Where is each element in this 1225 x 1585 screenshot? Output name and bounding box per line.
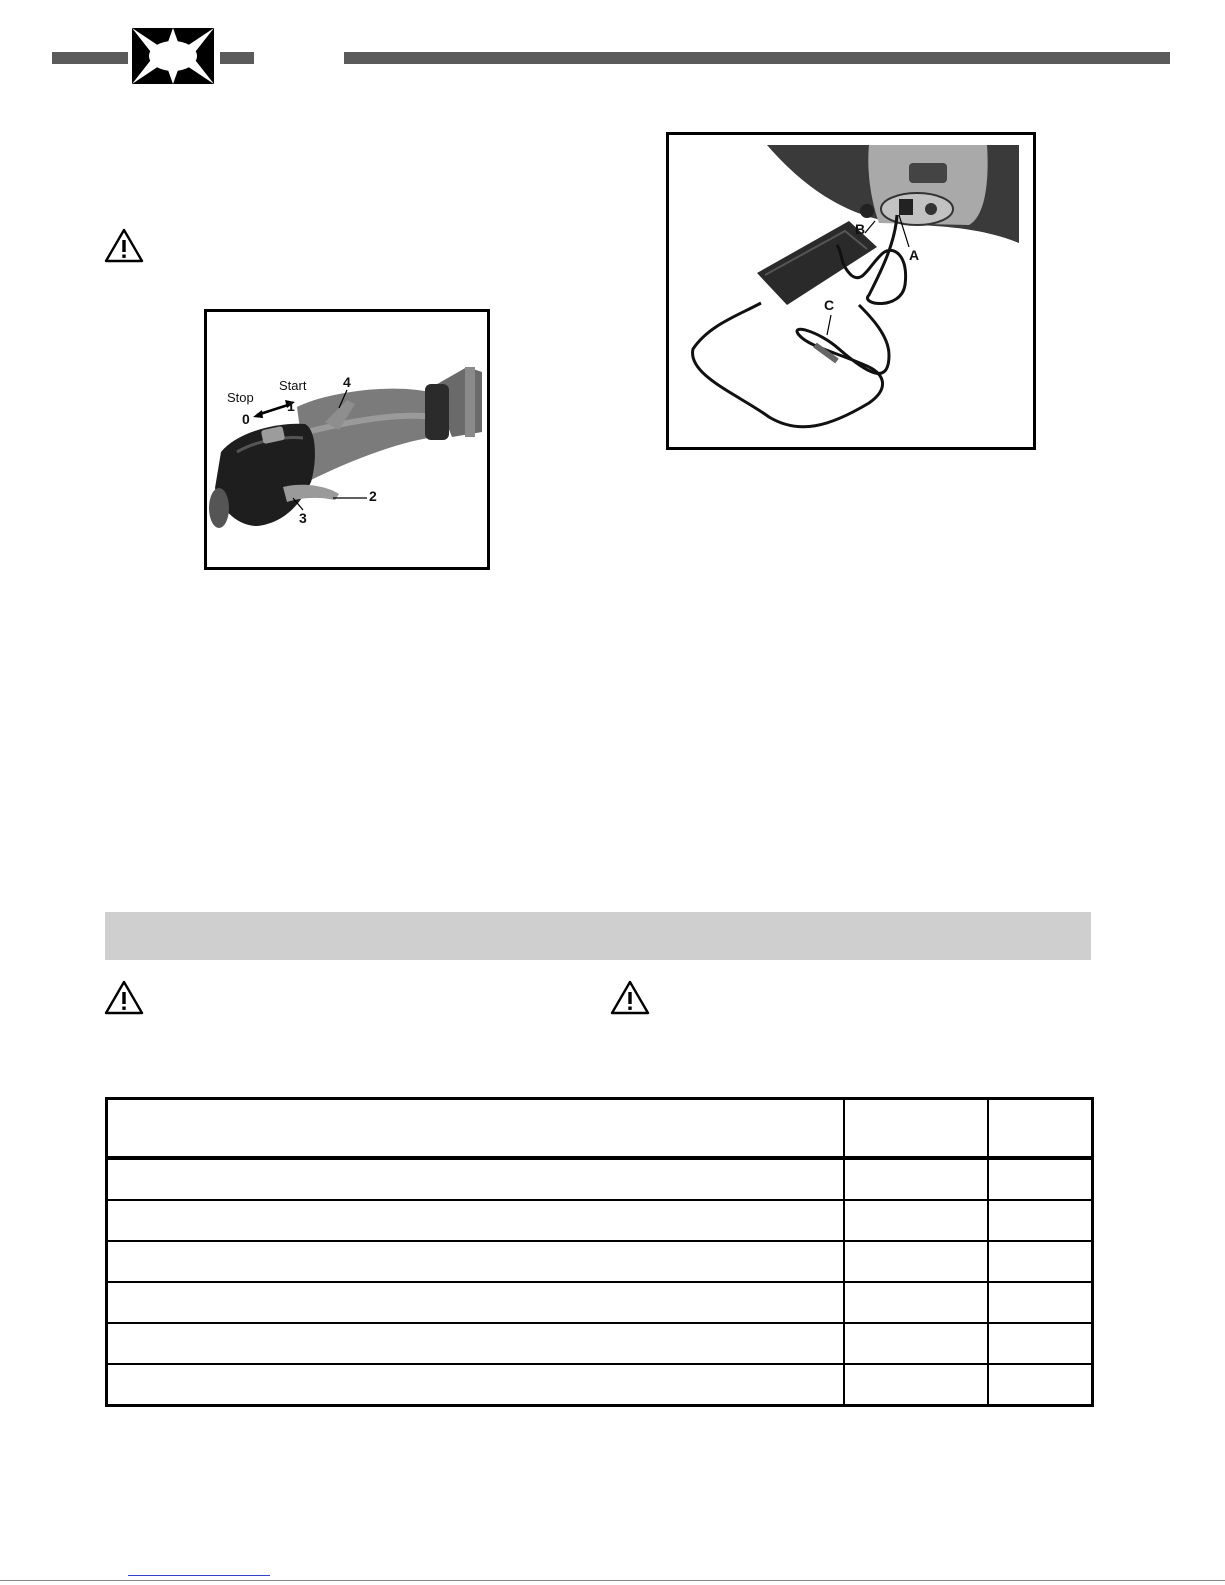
header-bar-middle — [220, 52, 254, 64]
stop-label: Stop — [227, 390, 254, 405]
table-cell — [107, 1200, 844, 1241]
table-row — [107, 1282, 1093, 1323]
table-cell — [844, 1241, 988, 1282]
starburst-logo-icon — [132, 28, 214, 84]
header-bar-left — [52, 52, 128, 64]
header-bar-right — [344, 52, 1170, 64]
callout-c-label: C — [824, 297, 835, 313]
table-header-cell — [844, 1099, 988, 1159]
section-header-band — [105, 912, 1091, 960]
table-cell — [988, 1200, 1093, 1241]
table-cell — [844, 1364, 988, 1406]
warning-triangle-icon — [104, 228, 144, 264]
maintenance-table — [105, 1097, 1094, 1407]
table-row — [107, 1323, 1093, 1364]
warning-triangle-icon — [610, 980, 650, 1016]
table-cell — [844, 1282, 988, 1323]
table-header-cell — [107, 1099, 844, 1159]
table-cell — [988, 1323, 1093, 1364]
table-cell — [107, 1282, 844, 1323]
table-cell — [844, 1158, 988, 1200]
start-label: Start — [279, 378, 307, 393]
table-row — [107, 1364, 1093, 1406]
footer-rule — [0, 1580, 1225, 1581]
table-header-cell — [988, 1099, 1093, 1159]
table-cell — [844, 1323, 988, 1364]
table-cell — [107, 1364, 844, 1406]
position-zero-label: 0 — [242, 411, 250, 427]
callout-3-label: 3 — [299, 510, 307, 526]
callout-b-label: B — [855, 221, 866, 237]
callout-4-label: 4 — [343, 374, 351, 390]
table-row — [107, 1241, 1093, 1282]
callout-a-label: A — [909, 247, 920, 263]
table-cell — [107, 1323, 844, 1364]
callout-2-label: 2 — [369, 488, 377, 504]
charger-connection-figure — [666, 132, 1036, 450]
table-cell — [988, 1158, 1093, 1200]
footer-link-underline[interactable] — [128, 1575, 270, 1576]
handle-switch-figure — [204, 309, 490, 570]
warning-triangle-icon — [104, 980, 144, 1016]
table-header-row — [107, 1099, 1093, 1159]
table-cell — [988, 1364, 1093, 1406]
position-one-label: 1 — [287, 398, 295, 414]
table-cell — [107, 1158, 844, 1200]
table-row — [107, 1200, 1093, 1241]
table-cell — [844, 1200, 988, 1241]
table-cell — [107, 1241, 844, 1282]
table-row — [107, 1158, 1093, 1200]
table-cell — [988, 1282, 1093, 1323]
table-cell — [988, 1241, 1093, 1282]
